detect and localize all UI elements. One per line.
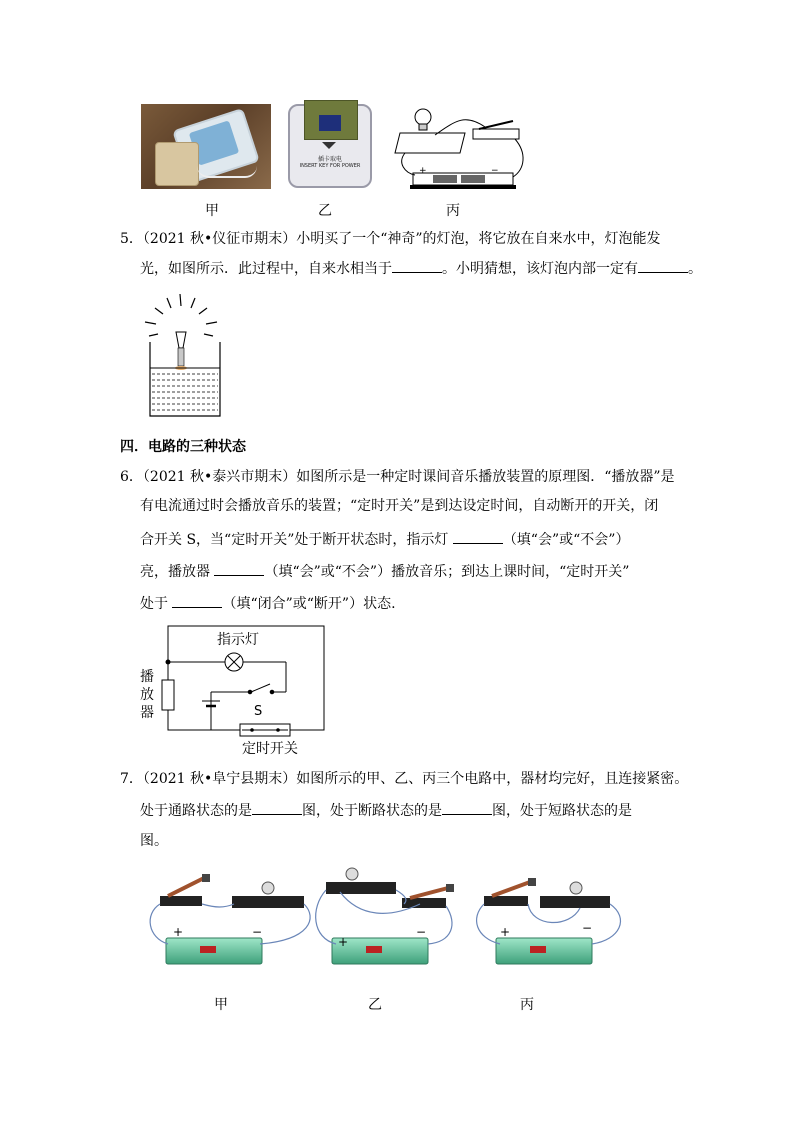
knife-switch-icon — [402, 884, 454, 908]
figure-bulb-circuit — [395, 103, 530, 193]
q6-line1: 6．（2021 秋•泰兴市期末）如图所示是一种定时课间音乐播放装置的原理图．“播放器”是 — [120, 469, 675, 485]
q7-line3: 图。 — [140, 833, 168, 849]
caption-jia-top: 甲 — [205, 203, 219, 219]
q6-line2: 有电流通过时会播放音乐的装置；“定时开关”是到达设定时间，自动断开的开关，闭 — [140, 498, 659, 514]
caption-yi-top: 乙 — [318, 203, 332, 219]
switch-s-icon — [211, 684, 286, 694]
key-card — [304, 100, 358, 140]
bulb-holder-icon — [232, 882, 304, 908]
q6-answer-blank-3[interactable] — [172, 593, 222, 608]
caption-yi-bottom: 乙 — [368, 997, 382, 1013]
q6-line5-text-b: （填“闭合”或“断开”）状态. — [222, 596, 396, 612]
q6-line3-text-a: 合开关 S，当“定时开关”处于断开状态时，指示灯 — [140, 532, 449, 548]
minus-sign-bing: − — [582, 921, 593, 935]
card-slot-text-en: INSERT KEY FOR POWER — [299, 163, 361, 169]
q7-answer-blank-2[interactable] — [442, 800, 492, 815]
plus-sign-yi: + — [338, 935, 349, 949]
section-heading: 四．电路的三种状态 — [120, 439, 246, 455]
q7-answer-blank-1[interactable] — [252, 800, 302, 815]
q5-line1: 5．（2021 秋•仪征市期末）小明买了一个“神奇”的灯泡，将它放在自来水中，灯泡能发 — [120, 231, 661, 247]
timer-switch-label: 定时开关 — [242, 741, 298, 757]
q5-answer-blank-1[interactable] — [392, 258, 442, 273]
player-label-2: 放 — [140, 687, 154, 703]
figure-bulb-in-water — [140, 292, 230, 420]
caption-jia-bottom: 甲 — [214, 997, 228, 1013]
q5-line2-text-c: 。 — [688, 261, 702, 277]
circuit-jia — [150, 874, 310, 964]
q7-line2 — [140, 800, 632, 821]
q7-line1: 7．（2021 秋•阜宁县期末）如图所示的甲、乙、丙三个电路中，器材均完好，且连接紧密。 — [120, 771, 689, 787]
svg-text:−: − — [491, 166, 499, 176]
player-label-1: 播 — [140, 669, 154, 685]
q7-line2-text-a: 处于通路状态的是 — [140, 803, 252, 819]
q6-line3 — [140, 529, 629, 550]
indicator-lamp-icon — [225, 653, 243, 671]
bulb-icon — [175, 332, 187, 370]
indicator-lamp-label: 指示灯 — [217, 632, 259, 648]
q5-line2-text-a: 光，如图所示．此过程中，自来水相当于 — [140, 261, 392, 277]
player-label-3: 器 — [140, 705, 154, 721]
q5-line2-text-b: 。小明猜想，该灯泡内部一定有 — [442, 261, 638, 277]
q6-answer-blank-2[interactable] — [214, 561, 264, 576]
svg-text:+: + — [419, 166, 427, 176]
timer-switch-icon — [240, 724, 290, 736]
slot-arrow-icon — [322, 142, 336, 149]
plus-sign-bing: + — [500, 925, 511, 939]
q5-answer-blank-2[interactable] — [638, 258, 688, 273]
switch-s-label: S — [254, 704, 263, 719]
glow-rays-icon — [145, 294, 217, 336]
junction-dot — [166, 660, 171, 665]
figure-card-slot — [288, 104, 372, 188]
battery-box-icon — [166, 938, 262, 964]
q7-line2-text-c: 图，处于短路状态的是 — [492, 803, 632, 819]
q6-line3-text-b: （填“会”或“不会”） — [502, 532, 630, 548]
base-board — [395, 133, 465, 153]
q6-line5 — [140, 593, 396, 614]
q7-line2-text-b: 图，处于断路状态的是 — [302, 803, 442, 819]
figure-three-circuits — [140, 868, 640, 988]
battery-box-icon — [496, 938, 592, 964]
circuit-yi — [316, 868, 454, 964]
q6-answer-blank-1[interactable] — [453, 529, 503, 544]
circuit-bing — [477, 878, 621, 964]
q6-line4 — [140, 561, 629, 582]
knife-switch-icon — [484, 878, 536, 906]
knife-switch-icon — [160, 874, 210, 906]
water-container — [150, 342, 220, 416]
card-slot-text-cn: 插卡取电 — [317, 156, 342, 163]
caption-bing-bottom: 丙 — [520, 997, 534, 1013]
cable-image — [197, 166, 257, 178]
bulb-icon — [415, 109, 431, 130]
bulb-holder-icon — [326, 868, 396, 894]
q6-line4-text-a: 亮，播放器 — [140, 564, 210, 580]
figure-power-bank-photo — [141, 104, 271, 189]
caption-bing-top: 丙 — [446, 203, 460, 219]
plus-sign-jia: + — [173, 925, 184, 939]
minus-sign-yi: − — [416, 925, 427, 939]
bulb-holder-icon — [540, 882, 610, 908]
water-waves — [152, 374, 218, 410]
power-bank-image — [155, 142, 199, 186]
q6-line5-text-a: 处于 — [140, 596, 168, 612]
q6-line4-text-b: （填“会”或“不会”）播放音乐；到达上课时间，“定时开关” — [264, 564, 630, 580]
minus-sign-jia: − — [252, 925, 263, 939]
q5-line2 — [140, 258, 702, 279]
player-resistor-icon — [162, 680, 174, 710]
